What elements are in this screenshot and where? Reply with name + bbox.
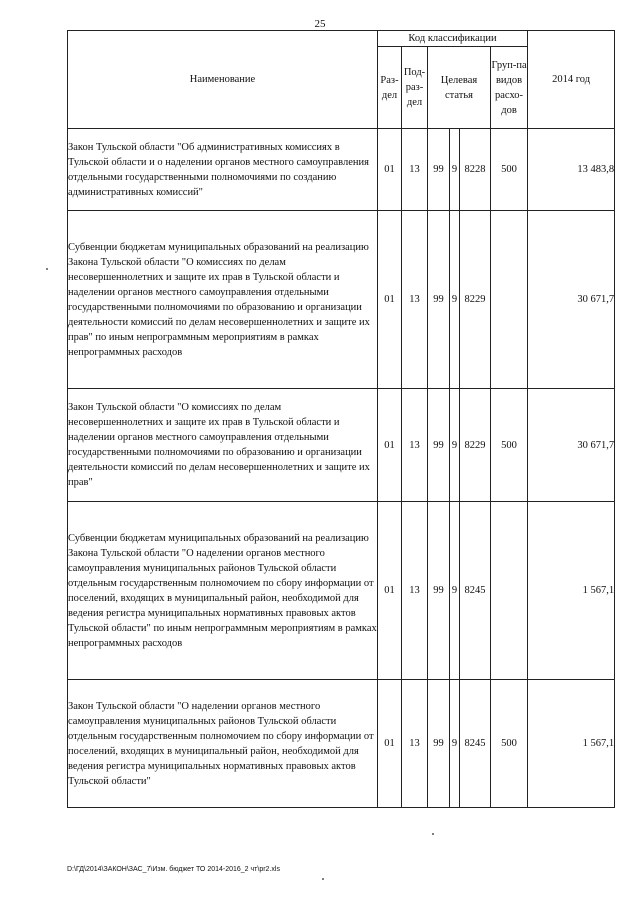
file-path-footer: D:\ГД\2014\ЗАКОН\ЗАС_7\Изм. бюджет ТО 2014-2016_2 чт\pr2.xls (67, 866, 280, 873)
header-podrazdel: Под-раз-дел (402, 47, 428, 129)
row-podrazdel: 13 (402, 502, 428, 680)
row-target-2: 9 (450, 680, 460, 808)
row-group: 500 (491, 389, 528, 502)
row-amount: 30 671,7 (528, 389, 615, 502)
row-razdel: 01 (378, 129, 402, 211)
row-group (491, 502, 528, 680)
row-name: Закон Тульской области "О наделении органов местного самоуправления муниципальных районов Тульской области отдельным государственным полномочием по сбору информации от поселений, входящих в муниципальный район, необходимой для ведения регистра муниципальных нормативных правовых актов Тульской области" (68, 680, 378, 808)
row-target-2: 9 (450, 211, 460, 389)
table-row (68, 680, 615, 808)
row-amount: 13 483,8 (528, 129, 615, 211)
row-target-1: 99 (428, 129, 450, 211)
header-code: Код классификации (378, 31, 528, 47)
row-target-3: 8229 (460, 389, 491, 502)
header-razdel: Раз-дел (378, 47, 402, 129)
row-podrazdel: 13 (402, 389, 428, 502)
row-name: Субвенции бюджетам муниципальных образований на реализацию Закона Тульской области "О комиссиях по делам несовершеннолетних и защите их прав в Тульской области и наделении органов местного самоуправления отдельными государственными полномочиями по образованию и организации деятельности комиссий по делам несовершеннолетних и защите их прав" по иным непрограммным мероприятиям в рамках непрограммных расходов (68, 211, 378, 389)
row-target-3: 8228 (460, 129, 491, 211)
row-target-2: 9 (450, 502, 460, 680)
row-target-1: 99 (428, 211, 450, 389)
row-amount: 1 567,1 (528, 502, 615, 680)
scan-speck (432, 833, 434, 835)
header-name: Наименование (68, 31, 378, 129)
row-group: 500 (491, 129, 528, 211)
scan-speck (322, 878, 324, 880)
row-target-1: 99 (428, 502, 450, 680)
row-podrazdel: 13 (402, 680, 428, 808)
row-razdel: 01 (378, 389, 402, 502)
budget-table (67, 30, 615, 808)
row-razdel: 01 (378, 211, 402, 389)
row-razdel: 01 (378, 680, 402, 808)
row-name: Субвенции бюджетам муниципальных образований на реализацию Закона Тульской области "О наделении органов местного самоуправления муниципальных районов Тульской области отдельным государственным полномочием по сбору информации от поселений, входящих в муниципальный район, необходимой для ведения регистра муниципальных нормативных правовых актов Тульской области" по иным непрограммным мероприятиям в рамках непрограммных расходов (68, 502, 378, 680)
row-target-2: 9 (450, 129, 460, 211)
row-target-3: 8229 (460, 211, 491, 389)
table-row (68, 129, 615, 211)
row-name: Закон Тульской области "Об административных комиссиях в Тульской области и о наделении органов местного самоуправления отдельными государственными полномочиями по созданию административных комиссий" (68, 129, 378, 211)
header-year: 2014 год (528, 31, 615, 129)
table-row (68, 389, 615, 502)
header-group: Груп-па видов расхо-дов (491, 47, 528, 129)
row-podrazdel: 13 (402, 211, 428, 389)
row-group (491, 211, 528, 389)
scan-speck (46, 268, 48, 270)
row-group: 500 (491, 680, 528, 808)
row-amount: 30 671,7 (528, 211, 615, 389)
row-podrazdel: 13 (402, 129, 428, 211)
row-name: Закон Тульской области "О комиссиях по делам несовершеннолетних и защите их прав в Тульской области и наделении органов местного самоуправления отдельными государственными полномочиями по образованию и организации деятельности комиссий по делам несовершеннолетних и защите их прав" (68, 389, 378, 502)
table-row (68, 211, 615, 389)
row-target-3: 8245 (460, 502, 491, 680)
row-target-2: 9 (450, 389, 460, 502)
row-target-1: 99 (428, 680, 450, 808)
table-row (68, 502, 615, 680)
row-target-1: 99 (428, 389, 450, 502)
header-target: Целевая статья (428, 47, 491, 129)
row-target-3: 8245 (460, 680, 491, 808)
page-number: 25 (314, 18, 326, 30)
row-amount: 1 567,1 (528, 680, 615, 808)
row-razdel: 01 (378, 502, 402, 680)
